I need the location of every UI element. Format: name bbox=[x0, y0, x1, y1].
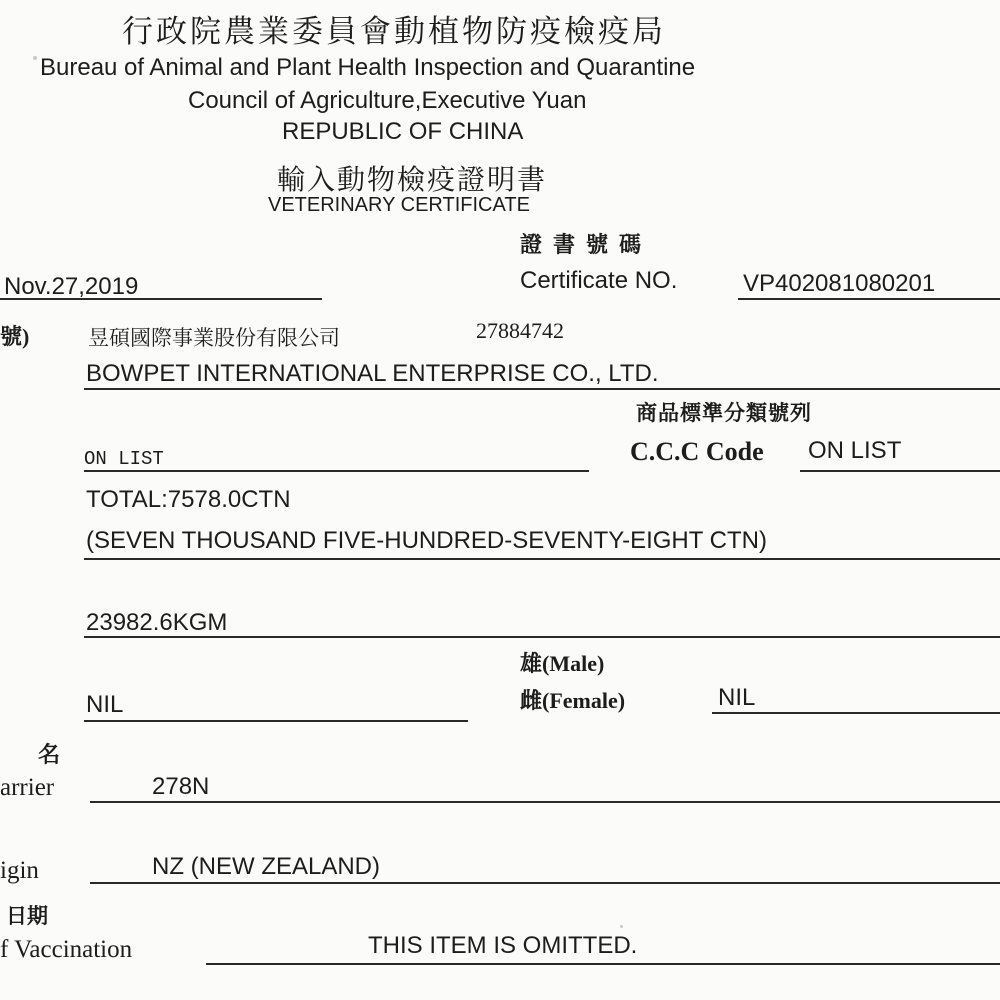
ccc-code-underline bbox=[800, 470, 1000, 472]
certificate-number: VP402081080201 bbox=[743, 270, 936, 297]
issue-date: Nov.27,2019 bbox=[4, 273, 139, 300]
carrier-label-chinese: 名 bbox=[38, 742, 61, 767]
weight-underline bbox=[84, 636, 1000, 638]
quantity-underline bbox=[84, 558, 1000, 560]
agency-title-chinese: 行政院農業委員會動植物防疫檢疫局 bbox=[122, 14, 666, 49]
vaccination-underline bbox=[206, 963, 1000, 965]
quantity-total-words: (SEVEN THOUSAND FIVE-HUNDRED-SEVENTY-EIGHT CTN) bbox=[86, 527, 767, 554]
carrier-label: arrier bbox=[0, 774, 55, 801]
importer-underline bbox=[84, 388, 1000, 390]
origin-underline bbox=[90, 882, 1000, 884]
scan-speck bbox=[33, 56, 37, 60]
male-count-underline bbox=[84, 720, 468, 722]
male-label: 雄(Male) bbox=[520, 651, 605, 676]
certificate-number-underline bbox=[738, 298, 1000, 300]
ccc-code-value: ON LIST bbox=[808, 437, 902, 464]
origin-value: NZ (NEW ZEALAND) bbox=[152, 853, 380, 880]
agency-title-english: Bureau of Animal and Plant Health Inspection and Quarantine bbox=[40, 54, 696, 81]
importer-name-chinese: 昱碩國際事業股份有限公司 bbox=[88, 326, 340, 350]
quantity-total: TOTAL:7578.0CTN bbox=[86, 486, 291, 513]
scan-speck bbox=[620, 925, 623, 928]
ccc-code-label: C.C.C Code bbox=[630, 437, 764, 466]
certificate-number-label-chinese: 證 書 號 碼 bbox=[520, 232, 642, 257]
certificate-number-label: Certificate NO. bbox=[520, 267, 678, 294]
importer-name-english: BOWPET INTERNATIONAL ENTERPRISE CO., LTD. bbox=[86, 360, 659, 387]
country-name: REPUBLIC OF CHINA bbox=[282, 118, 524, 145]
carrier-value: 278N bbox=[152, 773, 210, 800]
vaccination-date-label-chinese: 日期 bbox=[6, 904, 48, 928]
ccc-code-label-chinese: 商品標準分類號列 bbox=[636, 401, 812, 425]
importer-label-fragment: 號) bbox=[0, 324, 30, 349]
carrier-underline bbox=[90, 801, 1000, 803]
male-count: NIL bbox=[86, 691, 124, 718]
female-count: NIL bbox=[718, 684, 756, 711]
origin-label: igin bbox=[0, 857, 39, 884]
vaccination-date-label: f Vaccination bbox=[0, 936, 133, 963]
commodity-value: ON LIST bbox=[84, 448, 164, 470]
date-underline bbox=[0, 298, 322, 300]
female-label: 雌(Female) bbox=[520, 688, 626, 713]
certificate-title-chinese: 輸入動物檢疫證明書 bbox=[277, 165, 548, 196]
certificate-title-english: VETERINARY CERTIFICATE bbox=[268, 194, 530, 216]
female-count-underline bbox=[712, 712, 1000, 714]
commodity-underline bbox=[84, 470, 589, 472]
council-name: Council of Agriculture,Executive Yuan bbox=[188, 87, 587, 114]
vaccination-date-value: THIS ITEM IS OMITTED. bbox=[368, 932, 638, 959]
importer-id: 27884742 bbox=[476, 318, 564, 343]
net-weight: 23982.6KGM bbox=[86, 609, 228, 636]
